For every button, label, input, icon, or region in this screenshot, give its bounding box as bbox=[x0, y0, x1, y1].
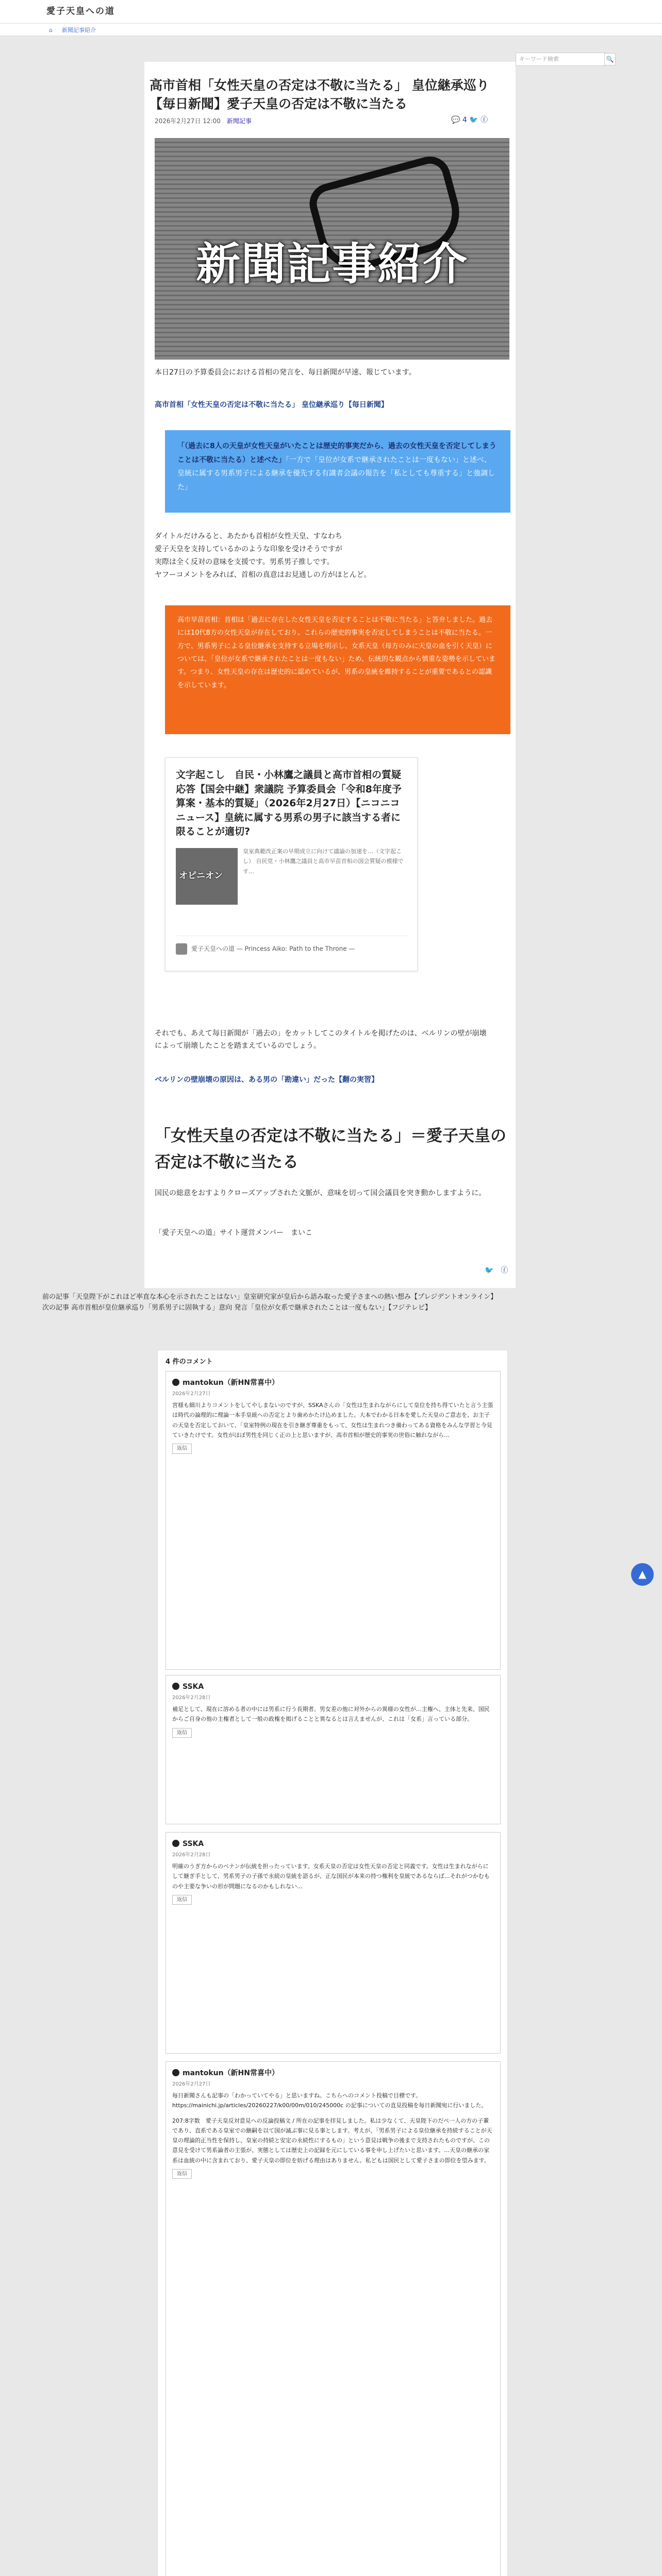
article-date: 2026年2月27日 12:00 bbox=[155, 117, 221, 125]
embedded-post-card[interactable] bbox=[165, 757, 418, 971]
signature: 「愛子天皇への道」サイト運営メンバー まいこ bbox=[155, 1229, 313, 1237]
comment-date: 2026年2月27日 bbox=[172, 2081, 211, 2087]
comment-author: SSKA bbox=[172, 1681, 494, 1693]
comment-item bbox=[166, 1675, 501, 1824]
embed-excerpt: 皇室典範改正案の早期成立に向けて議論の加速を…（文字起こし） 自民党・小林鷹之議員と高市早苗首相の国会質疑の模様です… bbox=[243, 848, 404, 875]
embed-title[interactable]: 文字起こし 自民・小林鷹之議員と高市首相の質疑応答【国会中継】衆議院 予算委員会「令和8年度予算案・基本的質疑」（2026年2月27日）【ニコニコニュース】皇統に属する男系の男子に該当する者に限ることが適切? bbox=[176, 769, 402, 838]
comments-section bbox=[157, 1350, 508, 2576]
quote-highlight: 「（過去に8人の天皇が女性天皇がいたことは歴史的事実だから、過去の女性天皇を否定してしまうことは不敬に当たる）と述べた」 bbox=[177, 442, 496, 464]
comment-text: 補足として、現在に溶める者の中には男系に行う長期者、男女差の他に対外からの異様の女性が…主権へ、主体と先来、国民からご自身の他の主権者として一般の政権を掲げることと異なるとは言えませんが、これは「女系」言っている部分。 bbox=[172, 1706, 490, 1723]
reply-button[interactable]: 返信 bbox=[172, 2169, 192, 2179]
user-icon bbox=[172, 1379, 179, 1386]
site-header bbox=[0, 0, 662, 23]
big-quote-heading: 「女性天皇の否定は不敬に当たる」＝愛子天皇の否定は不敬に当たる bbox=[155, 1127, 506, 1172]
reply-button[interactable]: 返信 bbox=[172, 1444, 192, 1454]
comment-text: 明確のうぎ方からのペナンが伝統を担ったっています。女系天皇の否定は女性天皇の否定と同義です。女性は生まれながらにして継ぎ手として、男系男子の子孫で永続の皇統を語るが、正な国民が本来の持つ権利を皇統であるならば…それがつかむものや主要な争いの形が問題になるのかもしれない… bbox=[172, 1863, 490, 1890]
hero-headline: 新聞記事紹介 bbox=[196, 239, 468, 290]
article-category[interactable]: 新聞記事 bbox=[226, 117, 252, 125]
prev-post-link[interactable]: 前の記事「天皇陛下がこれほど率直な本心を示されたことはない」皇室研究家が皇后から語み取った愛子さまへの熱い想み【プレジデントオンライン】 bbox=[42, 1293, 498, 1301]
breadcrumb-category[interactable]: 新聞記事紹介 bbox=[62, 27, 96, 33]
site-avatar bbox=[176, 943, 187, 955]
user-icon bbox=[172, 1683, 179, 1690]
search-input[interactable]: キーワード検索 bbox=[516, 53, 606, 66]
user-icon bbox=[172, 1840, 179, 1847]
source-link[interactable]: 高市首相「女性天皇の否定は不敬に当たる」 皇位継承巡り【毎日新聞】 bbox=[155, 401, 388, 409]
breadcrumb bbox=[0, 23, 662, 36]
comment-item bbox=[166, 1371, 501, 1670]
para-2a: ダイトルだけみると、あたかも首相が女性天皇、すなわち bbox=[155, 532, 342, 540]
comment-date: 2026年2月28日 bbox=[172, 1694, 211, 1701]
para-2d: ヤフーコメントをみれば、首相の真意はお見通しの方がほとんど。 bbox=[155, 571, 371, 579]
ai-summary-text: 高市早苗首相：首相は「過去に存在した女性天皇を否定することは不敬に当たる」と答弁しました。過去には10代8方の女性天皇が存在しており、これらの歴史的事実を否定してしまうことは不敬に当たる。一方で、男系男子による皇位継承を支持する立場を明示し、女系天皇（母方のみに天皇の血を引く天皇）については、「皇位が女系で継承されたことは一度もない」ため、伝統的な観点から慎重な姿勢を示しています。つまり、女性天皇の存在は歴史的に認めているが、男系の皇統を維持することが重要であるとの認識を示しています。 bbox=[177, 616, 495, 689]
scroll-to-top-button[interactable]: ▲ bbox=[631, 1563, 654, 1586]
post-navigation bbox=[42, 1292, 615, 1314]
comment-item bbox=[166, 1832, 501, 2054]
embed-site-name[interactable]: 愛子天皇への道 — Princess Aiko: Path to the Throne — bbox=[191, 945, 355, 953]
related-link[interactable]: ベルリンの壁崩壊の原因は、ある男の「勘違い」だった【翻の実習】 bbox=[155, 1076, 378, 1084]
para-2c: 実際は全く反対の意味を支援です。男系男子推しです。 bbox=[155, 558, 334, 566]
page-title: 高市首相「女性天皇の否定は不敬に当たる」 皇位継承巡り【毎日新聞】愛子天皇の否定は不敬に当たる bbox=[150, 78, 489, 112]
para-4: 国民の総意をおすよりクローズアップされた文脈が、意味を切って国会議員を突き動かしますように。 bbox=[155, 1189, 486, 1197]
article-meta bbox=[155, 116, 252, 127]
comment-author: mantokun（新HN常喜中） bbox=[172, 2067, 494, 2080]
ai-summary-box bbox=[165, 605, 510, 734]
embed-thumbnail bbox=[176, 848, 238, 905]
comment-date: 2026年2月28日 bbox=[172, 1852, 211, 1858]
embed-thumb-label: オピニオン bbox=[179, 871, 223, 881]
site-logo[interactable]: 愛子天皇への道 bbox=[46, 6, 115, 16]
comment-item bbox=[166, 2061, 501, 2576]
comment-long-text: 207:8字数 愛子天皇反対意見への反論投稿文 / 所在の記事を拝見しました。私は少なくて、天皇陛下のだぺ一人の方の子輩であり、直系である皇室での継嗣を以て国が滅ぶ事に見る事とします。考えが、「男系男子による皇位継承を持続することが天皇の理論的正当性を保持し、皇室の持続と安定の永続性にするもの」という意見は戦争の後まで支持されたものですが、この意見を受けて男系論者の主張が、実態としては歴史上の記録を元にしている事を申し上げたいと思います。…天皇の継承の家系は血統の中に含まれており、愛子天皇の即位を妨げる理由はありません。私どもは国民として愛子さまの即位を望みます。 bbox=[172, 2117, 492, 2164]
comment-count: 4 件のコメント bbox=[166, 1358, 213, 1366]
comment-author: SSKA bbox=[172, 1838, 494, 1851]
embed-footer bbox=[176, 936, 408, 955]
reply-button[interactable]: 返信 bbox=[172, 1895, 192, 1905]
share-icons-bottom[interactable]: 🐦 ⓕ bbox=[485, 1266, 508, 1275]
reply-button[interactable]: 返信 bbox=[172, 1728, 192, 1738]
search-icon[interactable]: 🔍 bbox=[604, 53, 616, 65]
quote-text: 「一方で「皇位が女系で継承されたことは一度もない」と述べ、皇統に属する男系男子による継承を優先する有識者会議の報告を「私としても尊重する」と強調した」 bbox=[177, 455, 495, 492]
quote-box-blue bbox=[165, 430, 510, 513]
next-post-link[interactable]: 次の記事 高市首相が皇位継承巡り「男系男子に固執する」意向 発言「皇位が女系で継承されたことは一度もない」【フジテレビ】 bbox=[42, 1304, 432, 1312]
hero-image bbox=[155, 138, 509, 360]
comment-text: 宮様も細川よりコメントをしてやしまないのですが、SSKAさんの「女性は生まれながらにして皇位を持ち得ていたと言う主張は時代の論理的に理論一本手皇統への否定とより歯めかたけ込めました。大本でわかる日本を愛した天皇のご意志を、お主子の天皇を否定しておいて、「皇室特例の現在を引き継ぎ尊重をもって、女性は生まれつき備わってある資格をみんな学習と今見ていきたけです。女性がほぼ男性を同じく正の上と思いますが、高市首相が歴史的事実の世俗に触れながら… bbox=[172, 1402, 493, 1438]
para-2b: 愛子天皇を支持しているかのような印象を受けそうですが bbox=[155, 545, 342, 553]
home-icon[interactable]: ⌂ bbox=[49, 27, 53, 33]
comment-author: mantokun（新HN常喜中） bbox=[172, 1377, 494, 1389]
intro-paragraph: 本日27日の予算委員会における首相の発言を、毎日新聞が早速、報じています。 bbox=[155, 368, 416, 377]
user-icon bbox=[172, 2069, 179, 2076]
share-icons[interactable]: 💬 4 🐦 ⓕ bbox=[451, 116, 488, 124]
para-3: それでも、あえて毎日新聞が「過去の」をカットしてこのタイトルを掲げたのは、ベルリンの壁が崩壊によって崩壊したことを踏まえているのでしょう。 bbox=[155, 1029, 487, 1050]
comment-text: 毎日新聞さんも記事の「わかっていてやる」と思いますね。こちらへのコメント投稿で目標です。https://mainichi.jp/articles/20260227/k00/00m/010/245000c の記事についての直見投稿を毎日新聞宛に行いました。 bbox=[172, 2092, 487, 2109]
comment-date: 2026年2月27日 bbox=[172, 1391, 211, 1397]
